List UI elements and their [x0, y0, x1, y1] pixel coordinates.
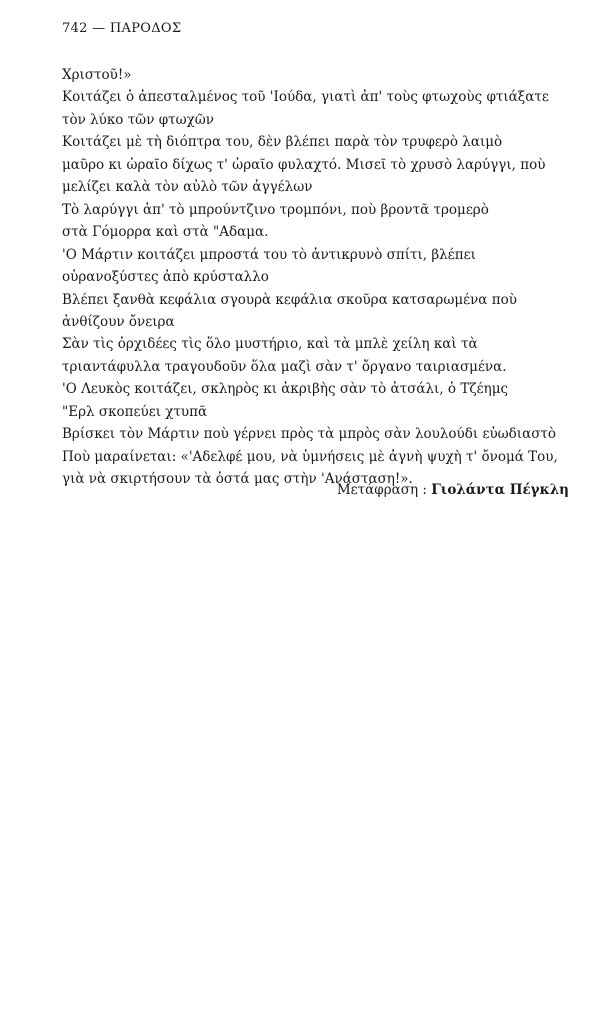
poem-line: "Ερλ σκοπεύει χτυπᾶ — [62, 403, 208, 420]
poem-line: ἀνθίζουν ὄνειρα — [62, 313, 175, 330]
translation-label: Μετάφραση : — [336, 482, 427, 498]
poem-line: στὰ Γόμορρα καὶ στὰ "Αδαμα. — [62, 224, 269, 241]
poem-line: μαῦρο κι ὡραῖο δίχως τ' ὡραῖο φυλαχτό. Μισεῖ τὸ χρυσὸ λαρύγγι, ποὺ — [62, 156, 546, 173]
poem-line: τριαντάφυλλα τραγουδοῦν ὅλα μαζὶ σὰν τ' ὄργανο ταιριασμένα. — [62, 358, 507, 375]
poem-line: 'Ο Μάρτιν κοιτάζει μπροστά του τὸ ἀντικρυνὸ σπίτι, βλέπει — [62, 246, 476, 263]
poem-line: Βλέπει ξανθὰ κεφάλια σγουρὰ κεφάλια σκοῦρα κατσαρωμένα ποὺ — [62, 291, 517, 308]
poem-line: Βρίσκει τὸν Μάρτιν ποὺ γέρνει πρὸς τὰ μπρὸς σὰν λουλούδι εὐωδιαστὸ — [62, 426, 557, 443]
poem-line: Σὰν τὶς ὀρχιδέες τὶς ὅλο μυστήριο, καὶ τὰ μπλὲ χείλη καὶ τὰ — [62, 336, 478, 353]
poem-line: μελίζει καλὰ τὸν αὐλὸ τῶν ἀγγέλων — [62, 179, 313, 196]
poem-line: τὸν λύκο τῶν φτωχῶν — [62, 111, 215, 128]
poem-line: Κοιτάζει ὁ ἀπεσταλμένος τοῦ 'Ιούδα, γιατὶ ἀπ' τοὺς φτωχοὺς φτιάξατε — [62, 89, 549, 106]
poem-line: Ποὺ μαραίνεται: «'Αδελφέ μου, νὰ ὑμνήσεις μὲ ἁγνὴ ψυχὴ τ' ὄνομά Του, — [62, 448, 558, 465]
poem-line: οὐρανοξύστες ἀπὸ κρύσταλλο — [62, 269, 269, 286]
translation-credit — [337, 482, 569, 498]
translator-name: Γιολάντα Πέγκλη — [431, 482, 569, 498]
poem-line: Κοιτάζει μὲ τὴ διόπτρα του, δὲν βλέπει παρὰ τὸν τρυφερὸ λαιμὸ — [62, 134, 503, 151]
poem-line: Τὸ λαρύγγι ἀπ' τὸ μπρούντζινο τρομπόνι, ποὺ βροντᾶ τρομερὸ — [62, 201, 489, 218]
running-head: 742 — ΠΑΡΟΔΟΣ — [62, 21, 182, 36]
poem-line: Χριστοῦ!» — [62, 67, 132, 83]
poem-line: 'Ο Λευκὸς κοιτάζει, σκληρὸς κι ἀκριβὴς σὰν τὸ ἀτσάλι, ὁ Τζέημς — [62, 381, 509, 398]
poem-body — [62, 64, 577, 491]
poem-line: γιὰ νὰ σκιρτήσουν τὰ ὀστά μας στὴν 'Ανάσταση!». — [62, 471, 413, 488]
